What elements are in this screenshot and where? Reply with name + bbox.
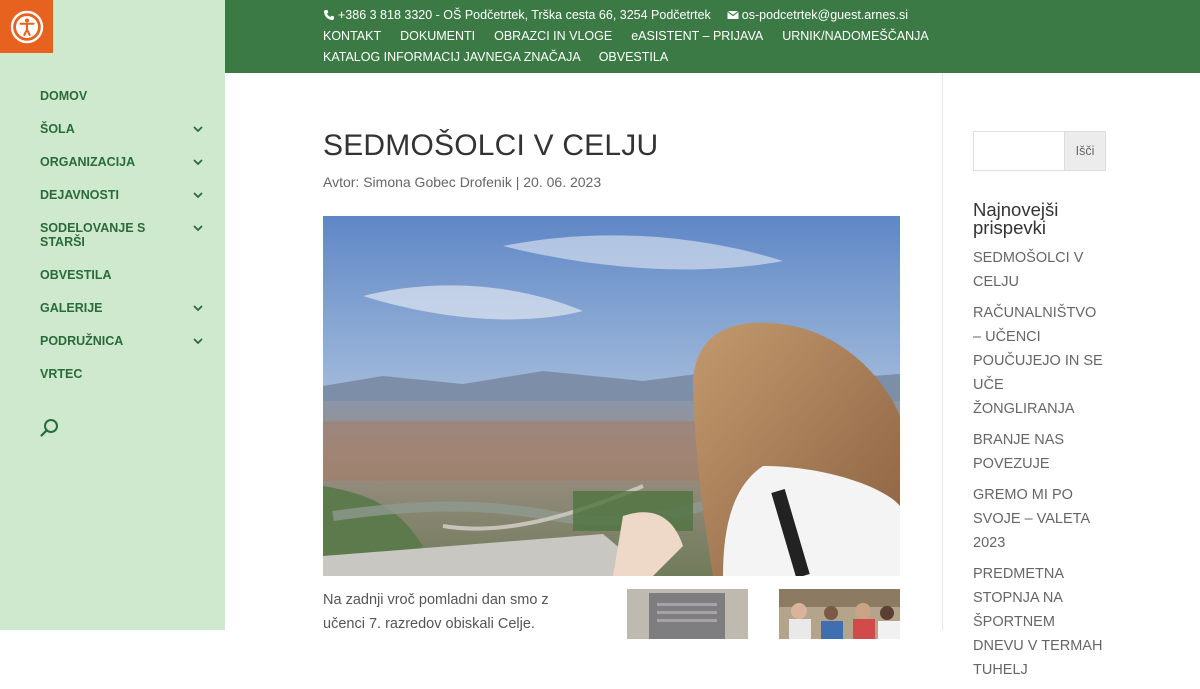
recent-post-link[interactable]: BRANJE NAS POVEZUJE xyxy=(973,432,1065,472)
sidebar-item-vrtec[interactable] xyxy=(40,367,210,381)
sidebar-item-organizacija[interactable] xyxy=(40,155,210,169)
chevron-down-icon[interactable] xyxy=(191,122,205,136)
meta-separator: | xyxy=(515,174,520,190)
contact-info xyxy=(323,8,908,22)
sidebar-item-label: PODRUŽNICA xyxy=(40,334,124,348)
sidebar-item-label: VRTEC xyxy=(40,367,83,381)
chevron-down-icon[interactable] xyxy=(191,155,205,169)
meta-prefix: Avtor: xyxy=(323,174,360,190)
sidebar-item-sodelovanje[interactable] xyxy=(40,221,210,249)
sidebar-item-dejavnosti[interactable] xyxy=(40,188,210,202)
top-navigation-row-1 xyxy=(323,29,929,43)
post-date: 20. 06. 2023 xyxy=(523,174,602,190)
sidebar-item-obvestila[interactable] xyxy=(40,268,210,282)
topnav-easistent[interactable]: eASISTENT – PRIJAVA xyxy=(631,29,764,43)
post-body: Na zadnji vroč pomladni dan smo z učenci 7. razredov obiskali Celje. xyxy=(323,592,549,632)
top-navigation-row-2 xyxy=(323,50,668,64)
featured-image[interactable] xyxy=(323,216,900,576)
chevron-down-icon[interactable] xyxy=(191,334,205,348)
chevron-down-icon[interactable] xyxy=(191,221,205,235)
recent-post-link[interactable]: PREDMETNA STOPNJA NA ŠPORTNEM DNEVU V TERMAH TUHELJ xyxy=(973,566,1103,678)
search-button[interactable]: Išči xyxy=(1064,131,1106,171)
sidebar-item-label: GALERIJE xyxy=(40,301,103,315)
main-navigation xyxy=(40,89,210,400)
sidebar-item-label: ŠOLA xyxy=(40,122,75,136)
stone-plaque-thumbnail xyxy=(627,589,748,639)
sidebar-item-label: SODELOVANJE S STARŠI xyxy=(40,221,146,249)
accessibility-button[interactable] xyxy=(0,0,53,53)
phone-address-text[interactable]: +386 3 818 3320 - OŠ Podčetrtek, Trška cesta 66, 3254 Podčetrtek xyxy=(338,8,711,22)
topnav-obvestila[interactable]: OBVESTILA xyxy=(598,50,669,64)
sidebar-item-sola[interactable] xyxy=(40,122,210,136)
topnav-urnik[interactable]: URNIK/NADOMEŠČANJA xyxy=(782,29,929,43)
author-link[interactable]: Simona Gobec Drofenik xyxy=(363,174,512,190)
recent-posts-list xyxy=(973,246,1105,689)
sidebar-item-label: OBVESTILA xyxy=(40,268,112,282)
sidebar-item-galerije[interactable] xyxy=(40,301,210,315)
recent-post-link[interactable]: SEDMOŠOLCI V CELJU xyxy=(973,250,1084,290)
sidebar-item-domov[interactable] xyxy=(40,89,210,103)
recent-post-link[interactable]: GREMO MI PO SVOJE – VALETA 2023 xyxy=(973,487,1090,551)
topnav-obrazci[interactable]: OBRAZCI IN VLOGE xyxy=(494,29,613,43)
email-icon xyxy=(727,9,739,21)
topnav-dokumenti[interactable]: DOKUMENTI xyxy=(400,29,476,43)
search-icon[interactable] xyxy=(40,418,60,438)
post-meta xyxy=(323,174,601,190)
chevron-down-icon[interactable] xyxy=(191,188,205,202)
sidebar-item-label: DOMOV xyxy=(40,89,88,103)
recent-posts-title: Najnovejši prispevki xyxy=(973,199,1059,238)
chevron-down-icon[interactable] xyxy=(191,301,205,315)
top-header xyxy=(225,0,1200,73)
sidebar-item-label: ORGANIZACIJA xyxy=(40,155,136,169)
phone-icon xyxy=(323,9,335,21)
sidebar-item-label: DEJAVNOSTI xyxy=(40,188,119,202)
gallery-thumbnail[interactable] xyxy=(779,589,900,639)
topnav-katalog[interactable]: KATALOG INFORMACIJ JAVNEGA ZNAČAJA xyxy=(323,50,581,64)
column-divider xyxy=(942,73,943,630)
email-link[interactable]: os-podcetrtek@guest.arnes.si xyxy=(741,8,909,22)
celje-panorama-image xyxy=(323,216,900,576)
page-title: SEDMOŠOLCI V CELJU xyxy=(323,129,659,162)
students-group-thumbnail xyxy=(779,589,900,639)
recent-post-link[interactable]: RAČUNALNIŠTVO – UČENCI POUČUJEJO IN SE UČE ŽONGLIRANJA xyxy=(973,305,1103,417)
sidebar-item-podruznica[interactable] xyxy=(40,334,210,348)
left-sidebar xyxy=(0,0,225,630)
accessibility-icon xyxy=(10,10,44,44)
topnav-kontakt[interactable]: KONTAKT xyxy=(323,29,382,43)
gallery-thumbnail[interactable] xyxy=(627,589,748,639)
search-input[interactable] xyxy=(973,131,1065,171)
